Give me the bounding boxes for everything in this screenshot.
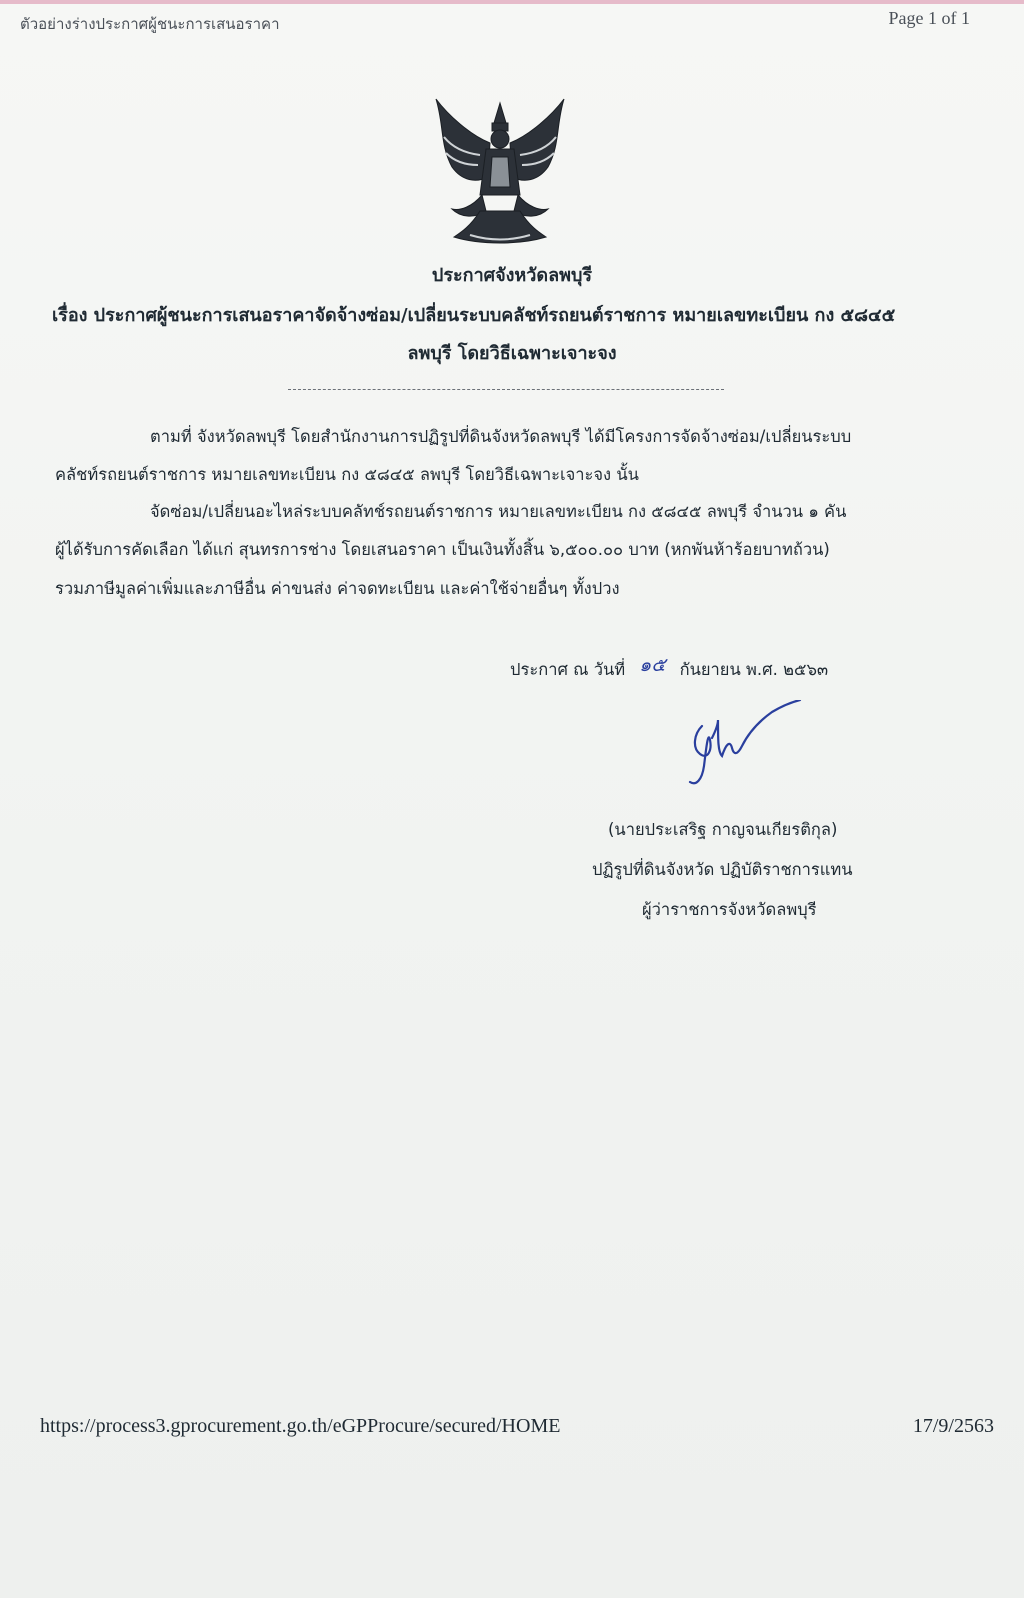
announcement-subject-line-1: เรื่อง ประกาศผู้ชนะการเสนอราคาจัดจ้างซ่อม/เปลี่ยนระบบคลัชท์รถยนต์ราชการ หมายเลขทะเบียน กง ๕๘๔๕ bbox=[52, 305, 896, 326]
signatory-name: (นายประเสริฐ กาญจนเกียรติกุล) bbox=[608, 820, 838, 839]
signatory-on-behalf-of: ผู้ว่าราชการจังหวัดลพบุรี bbox=[642, 900, 817, 919]
dashed-divider bbox=[288, 389, 724, 390]
date-suffix: กันยายน พ.ศ. ๒๕๖๓ bbox=[679, 660, 829, 679]
body-line-5: รวมภาษีมูลค่าเพิ่มและภาษีอื่น ค่าขนส่ง ค่าจดทะเบียน และค่าใช้จ่ายอื่นๆ ทั้งปวง bbox=[55, 579, 620, 598]
announcement-date bbox=[510, 654, 828, 684]
date-prefix: ประกาศ ณ วันที่ bbox=[510, 660, 626, 679]
date-day-handwritten: ๑๕ bbox=[639, 654, 666, 676]
handwritten-signature-icon bbox=[688, 700, 808, 790]
body-line-2: คลัชท์รถยนต์ราชการ หมายเลขทะเบียน กง ๕๘๔๕ ลพบุรี โดยวิธีเฉพาะเจาะจง นั้น bbox=[55, 465, 639, 484]
footer-url: https://process3.gprocurement.go.th/eGPProcure/secured/HOME bbox=[40, 1415, 561, 1437]
garuda-emblem-icon bbox=[430, 95, 570, 255]
body-line-1: ตามที่ จังหวัดลพบุรี โดยสำนักงานการปฏิรูปที่ดินจังหวัดลพบุรี ได้มีโครงการจัดจ้างซ่อม/เปลี่ยนระบบ bbox=[150, 427, 852, 446]
page-indicator: Page 1 of 1 bbox=[888, 8, 970, 28]
body-line-3: จัดซ่อม/เปลี่ยนอะไหล่ระบบคลัทช์รถยนต์ราชการ หมายเลขทะเบียน กง ๕๘๔๕ ลพบุรี จำนวน ๑ คัน bbox=[150, 502, 847, 521]
signatory-position: ปฏิรูปที่ดินจังหวัด ปฏิบัติราชการแทน bbox=[592, 860, 853, 879]
announcement-title: ประกาศจังหวัดลพบุรี bbox=[431, 265, 593, 286]
announcement-subject-line-2: ลพบุรี โดยวิธีเฉพาะเจาะจง bbox=[407, 343, 617, 364]
footer-print-date: 17/9/2563 bbox=[912, 1415, 994, 1437]
body-line-4: ผู้ได้รับการคัดเลือก ได้แก่ สุนทรการช่าง โดยเสนอราคา เป็นเงินทั้งสิ้น ๖,๕๐๐.๐๐ บาท (หกพันห้าร้อยบาทถ้วน) bbox=[55, 540, 830, 559]
page-edge bbox=[0, 0, 1024, 4]
document-header-label: ตัวอย่างร่างประกาศผู้ชนะการเสนอราคา bbox=[20, 15, 280, 33]
